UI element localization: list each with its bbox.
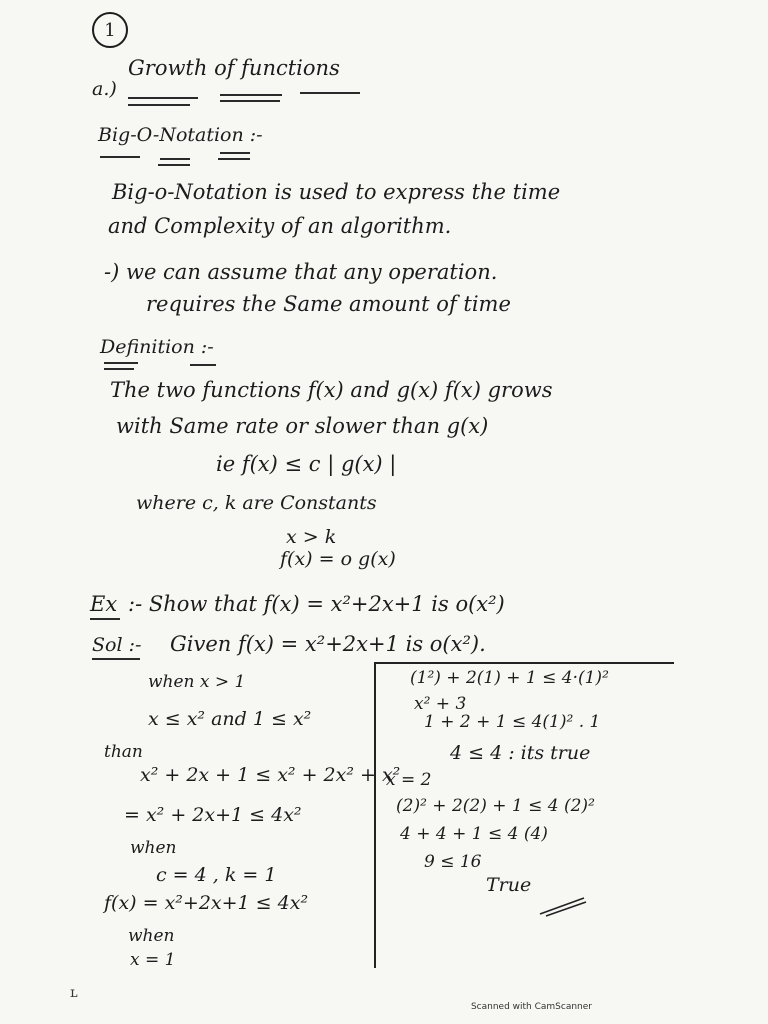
- work-line-left: = x² + 2x+1 ≤ 4x²: [124, 804, 302, 826]
- work-line-right: (1²) + 2(1) + 1 ≤ 4·(1)²: [410, 668, 609, 688]
- work-line-right: x² + 3: [414, 694, 467, 714]
- definition-line: where c, k are Constants: [136, 492, 377, 514]
- heading-underline: [220, 152, 250, 154]
- work-line-right: True: [486, 874, 532, 896]
- solution-given: Given f(x) = x²+2x+1 is o(x²).: [170, 632, 486, 656]
- big-o-line: and Complexity of an algorithm.: [108, 214, 452, 238]
- title-underline: [128, 104, 190, 106]
- corner-mark: ʟ: [70, 985, 78, 1001]
- title-underline: [300, 92, 360, 94]
- work-line-right: 1 + 2 + 1 ≤ 4(1)² . 1: [424, 712, 601, 732]
- big-o-heading: Big-O-Notation :-: [98, 124, 263, 146]
- work-divider-vertical: [374, 662, 376, 968]
- solution-underline: [92, 658, 140, 660]
- section-title: Growth of functions: [128, 56, 340, 80]
- work-line-right: 4 ≤ 4 : its true: [450, 742, 591, 764]
- heading-underline: [100, 156, 140, 158]
- example-underline: [90, 618, 120, 620]
- big-o-line: requires the Same amount of time: [146, 292, 511, 316]
- work-line-left: when: [128, 926, 175, 946]
- definition-line: with Same rate or slower than g(x): [116, 414, 489, 438]
- work-line-right: x = 2: [386, 770, 432, 790]
- work-line-left: when x > 1: [148, 672, 246, 692]
- big-o-line: Big-o-Notation is used to express the time: [112, 180, 561, 204]
- section-marker: a.): [92, 78, 117, 100]
- work-line-left: c = 4 , k = 1: [156, 864, 277, 886]
- example-statement: :- Show that f(x) = x²+2x+1 is o(x²): [128, 592, 505, 616]
- page-number: 1: [92, 12, 128, 48]
- title-underline: [220, 94, 282, 96]
- work-line-left: x² + 2x + 1 ≤ x² + 2x² + x²: [140, 764, 401, 786]
- true-flourish: [538, 894, 588, 918]
- work-line-right: 4 + 4 + 1 ≤ 4 (4): [400, 824, 548, 844]
- work-line-left: than: [104, 742, 143, 762]
- definition-line: ie f(x) ≤ c | g(x) |: [216, 452, 397, 476]
- work-line-left: f(x) = x²+2x+1 ≤ 4x²: [104, 892, 309, 914]
- work-line-left: x ≤ x² and 1 ≤ x²: [148, 708, 312, 730]
- definition-line: f(x) = o g(x): [280, 548, 396, 570]
- definition-line: The two functions f(x) and g(x) f(x) grows: [110, 378, 553, 402]
- big-o-line: -) we can assume that any operation.: [104, 260, 498, 284]
- work-line-right: 9 ≤ 16: [424, 852, 482, 872]
- work-line-left: when: [130, 838, 177, 858]
- work-divider-top: [376, 662, 674, 664]
- title-underline: [220, 100, 280, 102]
- heading-underline: [160, 158, 190, 160]
- heading-underline: [218, 158, 250, 160]
- heading-underline: [190, 364, 216, 366]
- heading-underline: [104, 362, 138, 364]
- heading-underline: [158, 164, 190, 166]
- scanner-watermark: Scanned with CamScanner: [470, 1002, 592, 1012]
- title-underline: [128, 97, 198, 99]
- solution-label: Sol :-: [92, 634, 142, 656]
- definition-line: x > k: [286, 526, 337, 548]
- heading-underline: [104, 368, 134, 370]
- example-label: Ex: [90, 592, 118, 616]
- work-line-right: (2)² + 2(2) + 1 ≤ 4 (2)²: [396, 796, 595, 816]
- work-line-left: x = 1: [130, 950, 176, 970]
- definition-heading: Definition :-: [100, 336, 214, 358]
